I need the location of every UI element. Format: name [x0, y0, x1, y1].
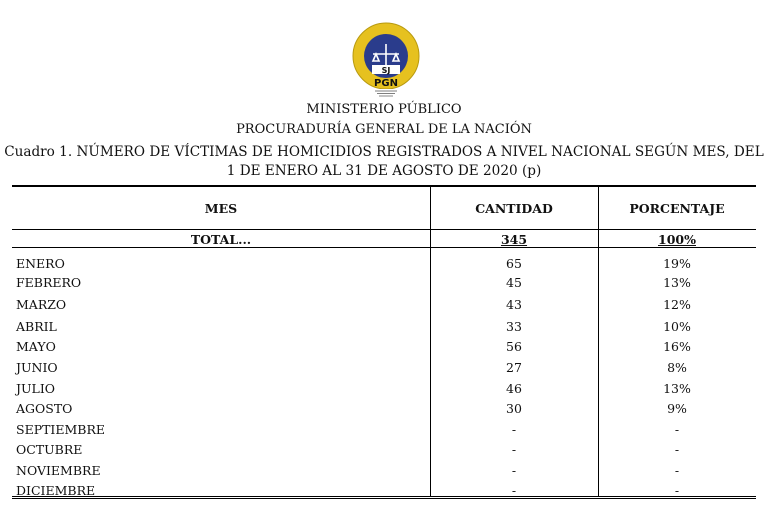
row-mes: JUNIO — [16, 360, 58, 375]
row-porcentaje: - — [674, 422, 680, 437]
row-porcentaje: 8% — [667, 360, 687, 375]
column-header-porcentaje: PORCENTAJE — [629, 201, 725, 216]
pgn-seal-logo — [346, 20, 426, 100]
row-cantidad: 27 — [506, 360, 522, 375]
row-porcentaje: 10% — [663, 319, 691, 334]
column-header-mes: MES — [204, 201, 238, 216]
total-label: TOTAL... — [190, 232, 252, 247]
total-porcentaje: 100% — [658, 232, 696, 247]
row-porcentaje: 13% — [663, 381, 691, 396]
row-porcentaje: - — [674, 463, 680, 478]
institution-name: MINISTERIO PÚBLICO — [306, 102, 462, 117]
row-mes: DICIEMBRE — [16, 483, 96, 498]
row-mes: ENERO — [16, 256, 65, 271]
table-title-line1: Cuadro 1. NÚMERO DE VÍCTIMAS DE HOMICIDIOS REGISTRADOS A NIVEL NACIONAL SEGÚN MES, DEL — [4, 144, 764, 160]
homicide-victims-table — [12, 185, 756, 499]
header-bottom-rule — [12, 229, 756, 230]
row-mes: OCTUBRE — [16, 442, 83, 457]
row-porcentaje: 19% — [663, 256, 691, 271]
row-mes: MAYO — [16, 339, 56, 354]
row-mes: FEBRERO — [16, 275, 82, 290]
row-porcentaje: 12% — [663, 297, 691, 312]
row-mes: AGOSTO — [16, 401, 73, 416]
row-porcentaje: - — [674, 483, 680, 498]
row-mes: JULIO — [16, 381, 56, 396]
row-cantidad: 30 — [506, 401, 522, 416]
row-cantidad: 46 — [506, 381, 522, 396]
row-cantidad: - — [511, 422, 517, 437]
row-porcentaje: 9% — [667, 401, 687, 416]
row-porcentaje: - — [674, 442, 680, 457]
row-mes: NOVIEMBRE — [16, 463, 101, 478]
table-top-rule — [12, 185, 756, 187]
row-cantidad: - — [511, 463, 517, 478]
row-cantidad: 65 — [506, 256, 522, 271]
total-cantidad: 345 — [500, 232, 528, 247]
row-porcentaje: 13% — [663, 275, 691, 290]
row-cantidad: 56 — [506, 339, 522, 354]
institution-subname: PROCURADURÍA GENERAL DE LA NACIÓN — [236, 122, 532, 137]
row-cantidad: 33 — [506, 319, 522, 334]
row-cantidad: 45 — [506, 275, 522, 290]
table-title-line2: 1 DE ENERO AL 31 DE AGOSTO DE 2020 (p) — [226, 163, 542, 179]
row-porcentaje: 16% — [663, 339, 691, 354]
row-mes: SEPTIEMBRE — [16, 422, 106, 437]
pgn-acronym: PGN — [374, 78, 398, 89]
row-cantidad: - — [511, 442, 517, 457]
row-cantidad: 43 — [506, 297, 522, 312]
row-cantidad: - — [511, 483, 517, 498]
row-mes: MARZO — [16, 297, 67, 312]
seal-si-letters: SJ — [381, 66, 391, 75]
row-mes: ABRIL — [16, 319, 57, 334]
column-header-cantidad: CANTIDAD — [475, 201, 553, 216]
